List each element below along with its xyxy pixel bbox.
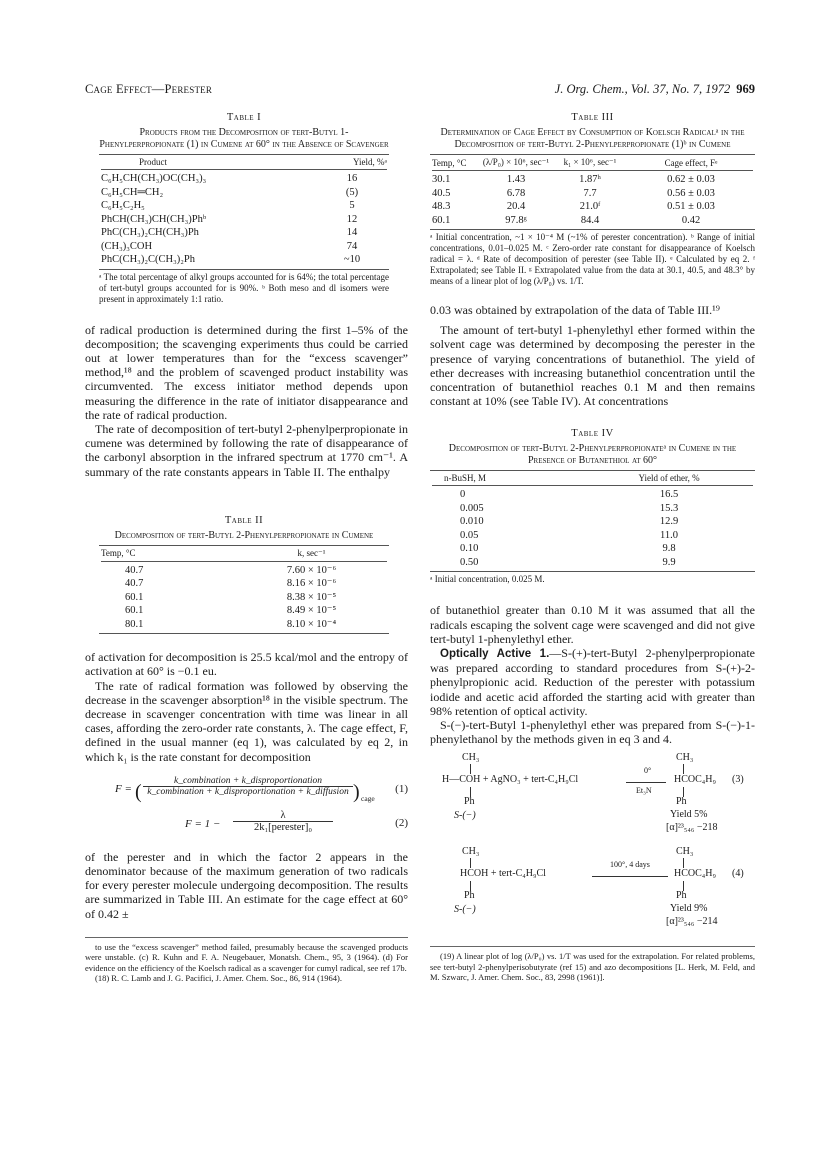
table-cell: 48.3 — [432, 201, 451, 212]
paragraph: of activation for decomposition is 25.5 kcal/mol and the entropy of activation at 60° is −0.1 eu. — [85, 650, 408, 679]
paragraph: 0.03 was obtained by extrapolation of the data of Table III.¹⁹ — [430, 303, 720, 317]
table-cell: 30.1 — [432, 174, 451, 185]
table-2 — [99, 515, 389, 635]
table-1-footnotes: ᵃ The total percentage of alkyl groups accounted for is 64%; the total percentage of tert-butyl groups accounted for is 90%. ᵇ Both meso and dl isomers were present in approximately 1:1 ratio. — [99, 271, 389, 304]
methyl-label: CH₃ — [462, 752, 480, 764]
table-cell: C₆H₅CH═CH₂ — [101, 186, 164, 198]
table-cell: 16.5 — [659, 489, 679, 501]
table-row — [99, 240, 389, 254]
table-row — [99, 172, 389, 186]
condition-bottom: Et₃N — [636, 786, 652, 796]
table-cell: 0.51 ± 0.03 — [667, 201, 715, 212]
table-cell: 12 — [346, 213, 358, 225]
table-cell: 0.010 — [460, 516, 484, 528]
table-4-grid — [430, 473, 755, 569]
methyl-label: CH₃ — [676, 846, 694, 858]
table-3-caption: Determination of Cage Effect by Consumption of Koelsch Radicalᵃ in the Decomposition of tert-Butyl 2-Phenylperpropionate (1)ᵇ in Cumene — [440, 127, 745, 150]
table-3 — [430, 112, 755, 287]
table-row — [99, 591, 389, 605]
table-cell: PhCH(CH₃)CH(CH₃)Phᵇ — [101, 213, 207, 225]
reaction-equation-4 — [430, 846, 755, 932]
table-cell: 74 — [346, 240, 358, 252]
table-row — [99, 199, 389, 213]
left-body-top — [85, 323, 408, 479]
equation-fraction — [233, 810, 333, 833]
table-cell: 0.56 ± 0.03 — [667, 187, 715, 199]
footnote: (18) R. C. Lamb and J. G. Pacifici, J. Amer. Chem. Soc., 86, 914 (1964). — [95, 973, 342, 984]
table-cell: 14 — [346, 227, 358, 238]
table-row — [99, 604, 389, 618]
table-row — [99, 226, 389, 240]
right-column — [430, 112, 755, 983]
table-4-header-yield: Yield of ether, % — [638, 473, 700, 484]
table-3-header-k1: k₁ × 10⁶, sec⁻¹ — [563, 157, 617, 167]
table-2-header-temp: Temp, °C — [101, 548, 136, 559]
equation-fraction — [143, 776, 353, 797]
table-cell: 60.1 — [125, 591, 144, 603]
table-cell: 97.8ᵍ — [505, 214, 527, 226]
table-cell: (CH₃)₃COH — [101, 240, 153, 252]
table-cell: 0.42 — [681, 214, 701, 226]
left-column — [85, 112, 408, 984]
yield-label: Yield 5% — [670, 809, 708, 821]
equation-1: F = ( k_combination + k_disproportionation k_combination + k_disproportionation + k_diffusion ) cage (1) — [115, 775, 408, 803]
paragraph-text: —S-(+)-tert-Butyl 2-phenylperpropionate was prepared according to standard procedures from S-(+)-2-phenylpropionic acid. Reduction of the perester with potassium iodide and acetic acid afforded the starting acid with greater than 98% retention of optical activity. — [430, 646, 755, 718]
table-cell: 8.38 × 10⁻⁵ — [286, 591, 337, 603]
rotation-label: [α]²³₅₄₆ −218 — [666, 822, 718, 834]
table-cell: 15.3 — [659, 502, 679, 514]
table-cell: 0.50 — [460, 556, 479, 568]
right-body-top — [430, 303, 755, 408]
table-cell: ~10 — [343, 254, 361, 265]
methyl-label: CH₃ — [462, 846, 480, 858]
table-2-header-k: k, sec⁻¹ — [297, 547, 326, 558]
reactants: H—COH + AgNO₃ + tert-C₄H₉Cl — [442, 774, 579, 786]
table-4-footnote: ᵃ Initial concentration, 0.025 M. — [430, 574, 545, 585]
table-4 — [430, 428, 755, 585]
table-2-grid — [99, 548, 389, 632]
equation-denominator: 2k₁[perester]₀ — [233, 821, 333, 833]
table-cell: 0.05 — [460, 529, 479, 541]
paragraph: The rate of radical formation was followed by observing the decrease in the scavenger absorption¹⁸ in the visible spectrum. The decrease in scavenger concentration with time was linear in all cases, affording the zero-order rate constants, λ. The cage effect, F, defined in the usual manner (eq 1), was calculated by eq 2, in which k₁ is the rate constant for decomposition — [85, 678, 408, 764]
equation-number: (4) — [732, 868, 744, 880]
table-row — [430, 529, 755, 543]
table-cell: C₆H₅CH(CH₃)OC(CH₃)₃ — [101, 173, 207, 184]
methyl-label: CH₃ — [676, 752, 694, 764]
paragraph: of the perester and in which the factor 2 appears in the denominator because of the maximum generation of two radicals for every perester molecule undergoing decomposition. The results are summarized in Table III. An estimate for the cage effect at 60° of 0.42 ± — [85, 849, 408, 921]
paragraph: of butanethiol greater than 0.10 M it was assumed that all the radicals escaping the solvent cage were scavenged and did not give tert-butyl 1-phenylethyl ether. — [430, 603, 755, 646]
configuration-label: S-(−) — [454, 904, 476, 916]
table-cell: 84.4 — [580, 214, 600, 226]
table-row — [430, 502, 755, 516]
table-cell: 12.9 — [659, 516, 679, 528]
table-cell: 8.49 × 10⁻⁵ — [286, 605, 337, 617]
table-3-title: Table III — [571, 112, 614, 123]
table-cell: 8.16 × 10⁻⁶ — [286, 578, 337, 590]
table-cell: 9.9 — [662, 556, 676, 568]
footnote: to use the “excess scavenger” method failed, presumably because the scavenged products were unstable. (c) R. Kuhn and F. A. Neugebauer, Monatsh. Chem., 95, 3 (1964). (d) For evidence on the efficiency of the Koelsch radical as a scavenger for cumyl radical, see ref 17b. — [85, 941, 408, 973]
table-cell: 6.78 — [506, 187, 526, 199]
table-row — [99, 577, 389, 591]
table-cell: 21.0ᶠ — [579, 201, 601, 212]
table-row — [99, 213, 389, 227]
section-heading: Optically Active 1. — [440, 648, 550, 661]
table-row — [99, 564, 389, 578]
table-1-header-product: Product — [139, 157, 167, 167]
equation-lhs: F = — [115, 782, 132, 795]
table-row — [430, 214, 755, 228]
table-cell: 60.1 — [432, 214, 451, 226]
configuration-label: S-(−) — [454, 810, 476, 822]
table-cell: 16 — [346, 173, 358, 184]
table-cell: 40.7 — [125, 564, 144, 576]
table-row — [430, 542, 755, 556]
equation-subscript: cage — [361, 793, 375, 803]
table-row — [99, 186, 389, 200]
equation-number: (2) — [395, 816, 408, 829]
product: HCOC₄H₉ — [674, 774, 716, 786]
phenyl-label: Ph — [676, 796, 687, 808]
product: HCOC₄H₉ — [674, 868, 716, 880]
journal-citation: J. Org. Chem., Vol. 37, No. 7, 1972 — [554, 82, 731, 96]
equation-denominator: k_combination + k_disproportionation + k_diffusion — [143, 786, 353, 797]
table-cell: 7.60 × 10⁻⁶ — [286, 564, 337, 576]
equation-number: (3) — [732, 774, 744, 786]
paragraph: of radical production is determined during the first 1–5% of the decomposition; the scavenging experiments thus could be carried out at lower temperatures than for the “excess scavenger” method,¹⁸ and the problem of scavenged product instability was circumvented. The excess initiator method depends upon measuring the difference in the rate of initiator disappearance and the rate of radical production. — [85, 322, 408, 422]
table-cell: (5) — [345, 186, 359, 198]
table-cell: 40.7 — [125, 578, 144, 590]
table-cell: PhC(CH₃)₂CH(CH₃)Ph — [101, 227, 199, 238]
table-cell: 9.8 — [662, 543, 676, 555]
table-cell: 0.10 — [460, 543, 479, 555]
table-cell: 1.87ʰ — [579, 174, 601, 185]
equation-number: (1) — [395, 782, 408, 795]
table-cell: 7.7 — [583, 187, 597, 199]
equation-numerator: λ — [280, 809, 286, 821]
condition-top: 100°, 4 days — [610, 860, 650, 870]
table-4-caption: Decomposition of tert-Butyl 2-Phenylperpropionateᵃ in Cumene in the Presence of Butanethiol at 60° — [448, 443, 737, 467]
running-header-left: Cage Effect—Perester — [85, 82, 213, 96]
table-3-header-temp: Temp, °C — [432, 157, 467, 168]
table-cell: 0.62 ± 0.03 — [667, 174, 715, 185]
equation-numerator: k_combination + k_disproportionation — [173, 775, 323, 786]
table-row — [430, 515, 755, 529]
table-4-header-busch: n-BuSH, M — [444, 473, 487, 484]
table-cell: 20.4 — [506, 201, 526, 212]
table-cell: 0.005 — [460, 502, 484, 514]
table-row — [430, 173, 755, 187]
table-row — [430, 200, 755, 214]
paragraph: The amount of tert-butyl 1-phenylethyl ether formed within the solvent cage was determined by decomposing the perester in the presence of varying concentrations of butanethiol. The yield of ether decreases with increasing butanethiol concentration until the concentration of butanethiol reaches 0.1 M and then remains constant at 10% (see Table IV). At concentrations — [430, 323, 755, 409]
condition-top: 0° — [644, 766, 652, 776]
equation-lhs: F = 1 − — [185, 817, 221, 830]
phenyl-label: Ph — [676, 890, 687, 902]
table-cell: 5 — [349, 200, 355, 211]
table-1 — [99, 112, 389, 305]
yield-label: Yield 9% — [670, 903, 708, 915]
reactants: HCOH + tert-C₄H₉Cl — [460, 868, 546, 880]
table-1-title: Table I — [226, 112, 262, 123]
table-cell: 60.1 — [125, 605, 144, 617]
page-number: 969 — [736, 82, 755, 96]
table-cell: 80.1 — [125, 618, 144, 630]
table-cell: 1.43 — [506, 174, 526, 185]
table-cell: 11.0 — [660, 529, 679, 541]
table-1-header-yield: Yield, %ᵃ — [353, 157, 387, 167]
left-body-middle — [85, 650, 408, 764]
table-2-caption: Decomposition of tert-Butyl 2-Phenylperpropionate in Cumene — [114, 529, 374, 541]
rotation-label: [α]²³₅₄₆ −214 — [666, 916, 718, 928]
equation-2 — [85, 810, 408, 840]
paragraph: The rate of decomposition of tert-butyl 2-phenylperpropionate in cumene was determined by following the rate of disappearance of the carbonyl absorption in the infrared spectrum at 1770 cm⁻¹. A summary of the rate constants appears in Table II. The enthalpy — [85, 421, 408, 479]
paragraph — [430, 646, 755, 718]
footnote: (19) A linear plot of log (λ/P₀) vs. 1/T was used for the extrapolation. For related problems, see tert-butyl 2-phenylperisobutyrate (ref 15) and azo decompositions [L. Herk, M. Feld, and M. Szwarc, J. Amer. Chem. Soc., 83, 2998 (1961)]. — [430, 951, 755, 983]
paragraph: S-(−)-tert-Butyl 1-phenylethyl ether was prepared from S-(−)-1-phenylethanol by the methods given in eq 3 and 4. — [430, 718, 755, 747]
table-3-grid — [430, 157, 755, 227]
table-row — [430, 556, 755, 570]
table-row — [99, 253, 389, 267]
left-body-bottom — [85, 850, 408, 921]
right-body-middle — [430, 603, 755, 746]
table-cell: 40.5 — [432, 187, 451, 199]
table-2-title: Table II — [224, 514, 264, 526]
table-3-header-cage: Cage effect, Fᵉ — [664, 157, 718, 168]
table-3-header-lambda: (λ/P₀) × 10⁶, sec⁻¹ — [482, 157, 550, 167]
table-cell: PhC(CH₃)₂C(CH₃)₂Ph — [101, 254, 195, 265]
right-footnotes — [430, 951, 755, 982]
table-row — [430, 187, 755, 201]
table-4-title: Table IV — [571, 428, 614, 440]
phenyl-label: Ph — [464, 796, 475, 808]
table-cell: 0 — [460, 489, 466, 501]
reaction-equation-3 — [430, 752, 755, 844]
table-row — [430, 488, 755, 502]
left-footnotes — [85, 942, 408, 984]
table-3-footnotes: ᵃ Initial concentration, ~1 × 10⁻⁴ M (~1% of perester concentration). ᵇ Range of initial concentrations, 0.01–0.025 M. ᶜ Zero-order rate constant for disappearance of Koelsch radical = λ. ᵈ Rate of decomposition of perester (see Table II). ᵉ Calculated by eq 2. ᶠ Extrapolated; see Table II. ᵍ Extrapolated value from the data at 30.1, 40.5, and 48.3° by means of a linear plot of log (λ/P₀) vs. 1/T. — [430, 232, 755, 286]
table-cell: C₆H₅C₂H₅ — [101, 200, 145, 211]
table-cell: 8.10 × 10⁻⁴ — [286, 618, 337, 630]
table-1-caption: Products from the Decomposition of tert-Butyl 1-Phenylperpropionate (1) in Cumene at 60° in the Absence of Scavenger — [99, 127, 389, 150]
table-1-grid — [99, 157, 389, 267]
phenyl-label: Ph — [464, 890, 475, 902]
running-header-right — [555, 82, 755, 97]
table-row — [99, 618, 389, 632]
